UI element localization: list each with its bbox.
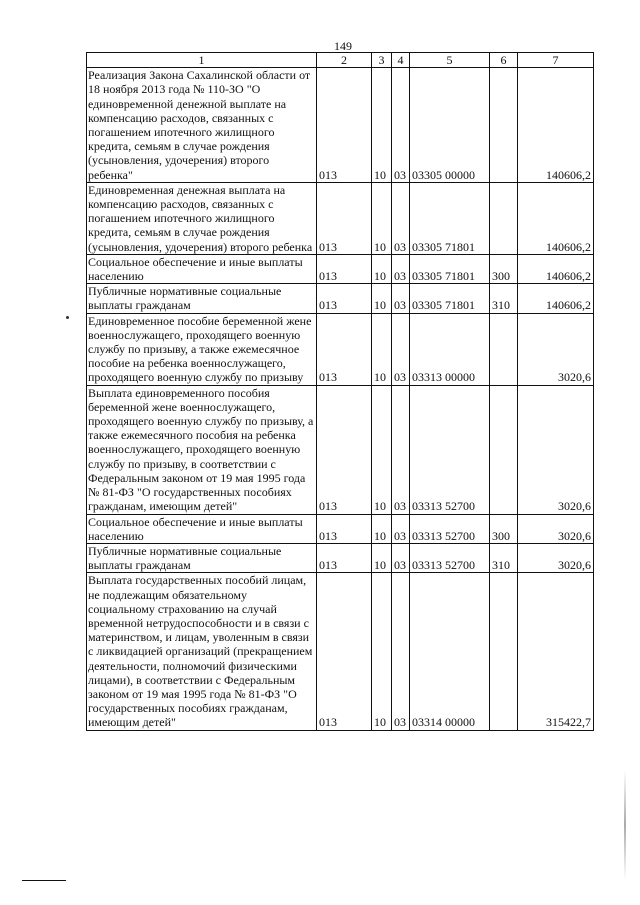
- table-row: [87, 573, 594, 730]
- row-col6: 310: [490, 543, 518, 572]
- row-amount: 140606,2: [518, 254, 594, 283]
- row-name: Выплата государственных пособий лицам, не подлежащим обязательному социальному страхованию на случай временной нетрудоспособности и в связи с материнством, и лицам, уволенным в связи с ликвидацией организаций (прекращением деятельности, полномочий физическими лицами), в соответствии с Федеральным законом от 19 мая 1995 года № 81-ФЗ "О государственных пособиях гражданам, имеющим детей": [87, 573, 317, 730]
- row-col6: [490, 573, 518, 730]
- row-name: Социальное обеспечение и иные выплаты населению: [87, 514, 317, 543]
- row-col2: 013: [317, 385, 372, 514]
- row-col5: 03314 00000: [410, 573, 490, 730]
- row-col6: 310: [490, 284, 518, 313]
- table-row: [87, 313, 594, 385]
- table-header-row: [87, 53, 594, 68]
- row-amount: 3020,6: [518, 385, 594, 514]
- table-row: [87, 385, 594, 514]
- row-col2: 013: [317, 313, 372, 385]
- row-col4: 03: [392, 182, 410, 254]
- margin-dot: [66, 316, 69, 319]
- row-col4: 03: [392, 313, 410, 385]
- row-col3: 10: [372, 573, 392, 730]
- row-col4: 03: [392, 543, 410, 572]
- row-amount: 140606,2: [518, 68, 594, 183]
- row-col6: [490, 182, 518, 254]
- row-col3: 10: [372, 313, 392, 385]
- row-col5: 03305 00000: [410, 68, 490, 183]
- row-col2: 013: [317, 68, 372, 183]
- row-col3: 10: [372, 68, 392, 183]
- row-amount: 3020,6: [518, 514, 594, 543]
- table-row: [87, 254, 594, 283]
- row-name: Единовременная денежная выплата на компенсацию расходов, связанных с погашением ипотечного жилищного кредита, семьям в случае рождения (усыновления, удочерения) второго ребенка: [87, 182, 317, 254]
- row-name: Публичные нормативные социальные выплаты гражданам: [87, 543, 317, 572]
- row-col6: 300: [490, 254, 518, 283]
- row-col2: 013: [317, 543, 372, 572]
- row-col2: 013: [317, 254, 372, 283]
- table-row: [87, 284, 594, 313]
- row-col3: 10: [372, 385, 392, 514]
- row-name: Единовременное пособие беременной жене военнослужащего, проходящего военную службу по призыву, а также ежемесячное пособие на ребенка военнослужащего, проходящего военную службу по призыву: [87, 313, 317, 385]
- row-col3: 10: [372, 543, 392, 572]
- column-header-6: 6: [490, 53, 518, 68]
- footer-rule: [22, 880, 66, 881]
- row-col4: 03: [392, 514, 410, 543]
- row-col3: 10: [372, 514, 392, 543]
- row-name: Публичные нормативные социальные выплаты гражданам: [87, 284, 317, 313]
- row-col4: 03: [392, 284, 410, 313]
- column-header-7: 7: [518, 53, 594, 68]
- page-number: 149: [334, 39, 352, 53]
- row-col4: 03: [392, 254, 410, 283]
- row-col6: 300: [490, 514, 518, 543]
- row-amount: 140606,2: [518, 182, 594, 254]
- row-col2: 013: [317, 182, 372, 254]
- row-col3: 10: [372, 254, 392, 283]
- row-col5: 03305 71801: [410, 182, 490, 254]
- row-col5: 03313 52700: [410, 514, 490, 543]
- table-row: [87, 68, 594, 183]
- row-col2: 013: [317, 514, 372, 543]
- row-amount: 140606,2: [518, 284, 594, 313]
- row-col2: 013: [317, 284, 372, 313]
- row-name: Реализация Закона Сахалинской области от 18 ноября 2013 года № 110-ЗО "О единовременной денежной выплате на компенсацию расходов, связанных с погашением ипотечного жилищного кредита, семьям в случае рождения (усыновления, удочерения) второго ребенка": [87, 68, 317, 183]
- scan-edge-shadow: [624, 770, 626, 880]
- row-amount: 3020,6: [518, 313, 594, 385]
- row-col5: 03305 71801: [410, 284, 490, 313]
- column-header-2: 2: [317, 53, 372, 68]
- row-col5: 03313 52700: [410, 385, 490, 514]
- row-amount: 315422,7: [518, 573, 594, 730]
- row-col5: 03305 71801: [410, 254, 490, 283]
- row-name: Выплата единовременного пособия беременной жене военнослужащего, проходящего военную службу по призыву, а также ежемесячного пособия на ребенка военнослужащего, проходящего военную службу по призыву, в соответствии с Федеральным законом от 19 мая 1995 года № 81-ФЗ "О государственных пособиях гражданам, имеющим детей": [87, 385, 317, 514]
- row-col3: 10: [372, 182, 392, 254]
- row-col5: 03313 52700: [410, 543, 490, 572]
- table-row: [87, 182, 594, 254]
- row-col6: [490, 385, 518, 514]
- row-col4: 03: [392, 68, 410, 183]
- row-name: Социальное обеспечение и иные выплаты населению: [87, 254, 317, 283]
- row-col3: 10: [372, 284, 392, 313]
- column-header-5: 5: [410, 53, 490, 68]
- row-col4: 03: [392, 385, 410, 514]
- column-header-1: 1: [87, 53, 317, 68]
- row-col2: 013: [317, 573, 372, 730]
- row-col6: [490, 313, 518, 385]
- row-col6: [490, 68, 518, 183]
- table-row: [87, 543, 594, 572]
- row-col4: 03: [392, 573, 410, 730]
- table-row: [87, 514, 594, 543]
- row-amount: 3020,6: [518, 543, 594, 572]
- budget-table: [86, 52, 594, 731]
- column-header-3: 3: [372, 53, 392, 68]
- row-col5: 03313 00000: [410, 313, 490, 385]
- column-header-4: 4: [392, 53, 410, 68]
